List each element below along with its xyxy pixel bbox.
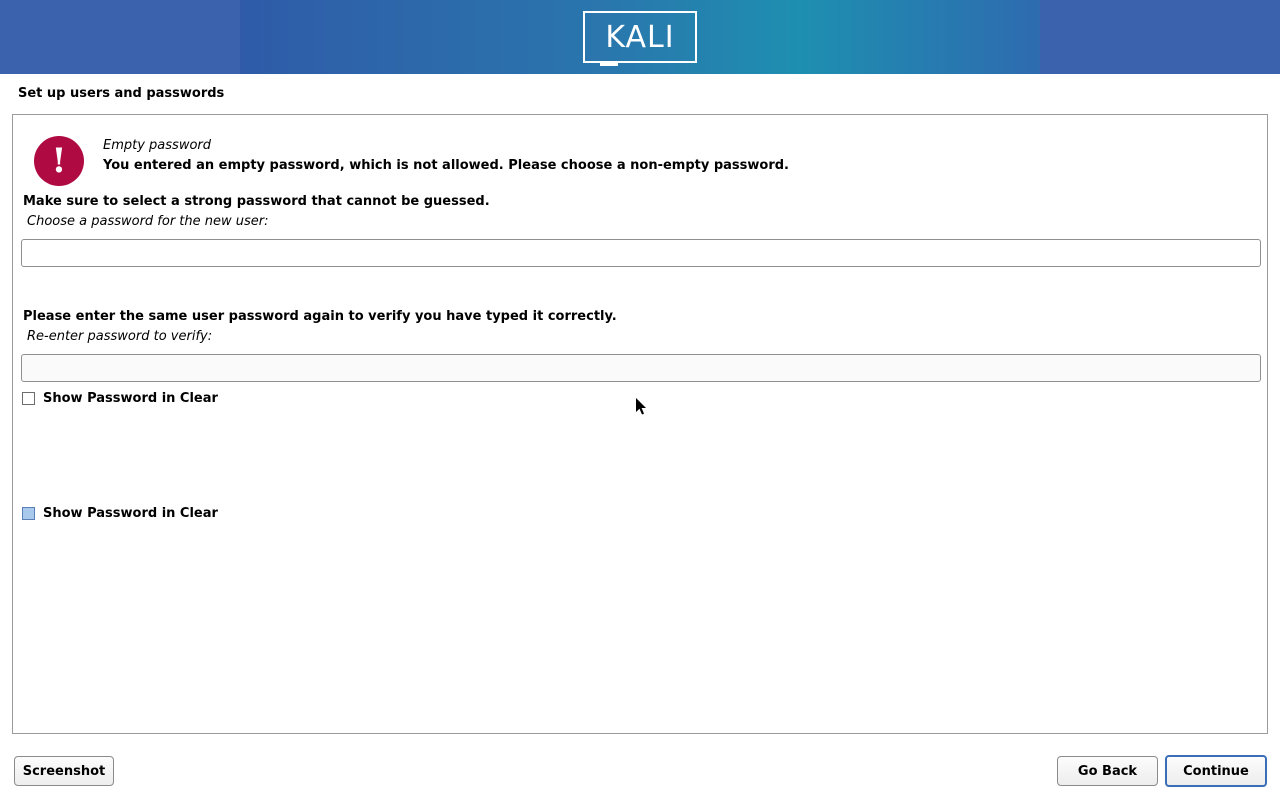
kali-banner bbox=[0, 0, 1280, 74]
page-title: Set up users and passwords bbox=[18, 86, 225, 101]
kali-logo bbox=[583, 11, 697, 63]
error-title: Empty password bbox=[103, 138, 211, 153]
kali-logo-notch bbox=[600, 61, 618, 66]
verify-instruction: Please enter the same user password again to verify you have typed it correctly. bbox=[23, 309, 617, 324]
show-password-label: Show Password in Clear bbox=[43, 391, 218, 406]
show-password-checkbox[interactable] bbox=[22, 392, 35, 405]
screenshot-button[interactable]: Screenshot bbox=[14, 756, 114, 786]
error-icon: ! bbox=[34, 136, 84, 186]
error-notice bbox=[23, 125, 1253, 185]
show-verify-password-label: Show Password in Clear bbox=[43, 506, 218, 521]
password-input[interactable] bbox=[21, 239, 1261, 267]
installer-content-panel bbox=[12, 114, 1268, 734]
kali-logo-text: KALI bbox=[605, 19, 675, 55]
continue-button[interactable]: Continue bbox=[1165, 755, 1267, 787]
verify-password-input[interactable] bbox=[21, 354, 1261, 382]
show-verify-password-checkbox[interactable] bbox=[22, 507, 35, 520]
verify-field-label: Re-enter password to verify: bbox=[27, 329, 213, 344]
go-back-button[interactable]: Go Back bbox=[1057, 756, 1158, 786]
error-message: You entered an empty password, which is not allowed. Please choose a non-empty password. bbox=[103, 158, 789, 173]
password-field-label: Choose a password for the new user: bbox=[27, 214, 269, 229]
password-instruction: Make sure to select a strong password that cannot be guessed. bbox=[23, 194, 490, 209]
